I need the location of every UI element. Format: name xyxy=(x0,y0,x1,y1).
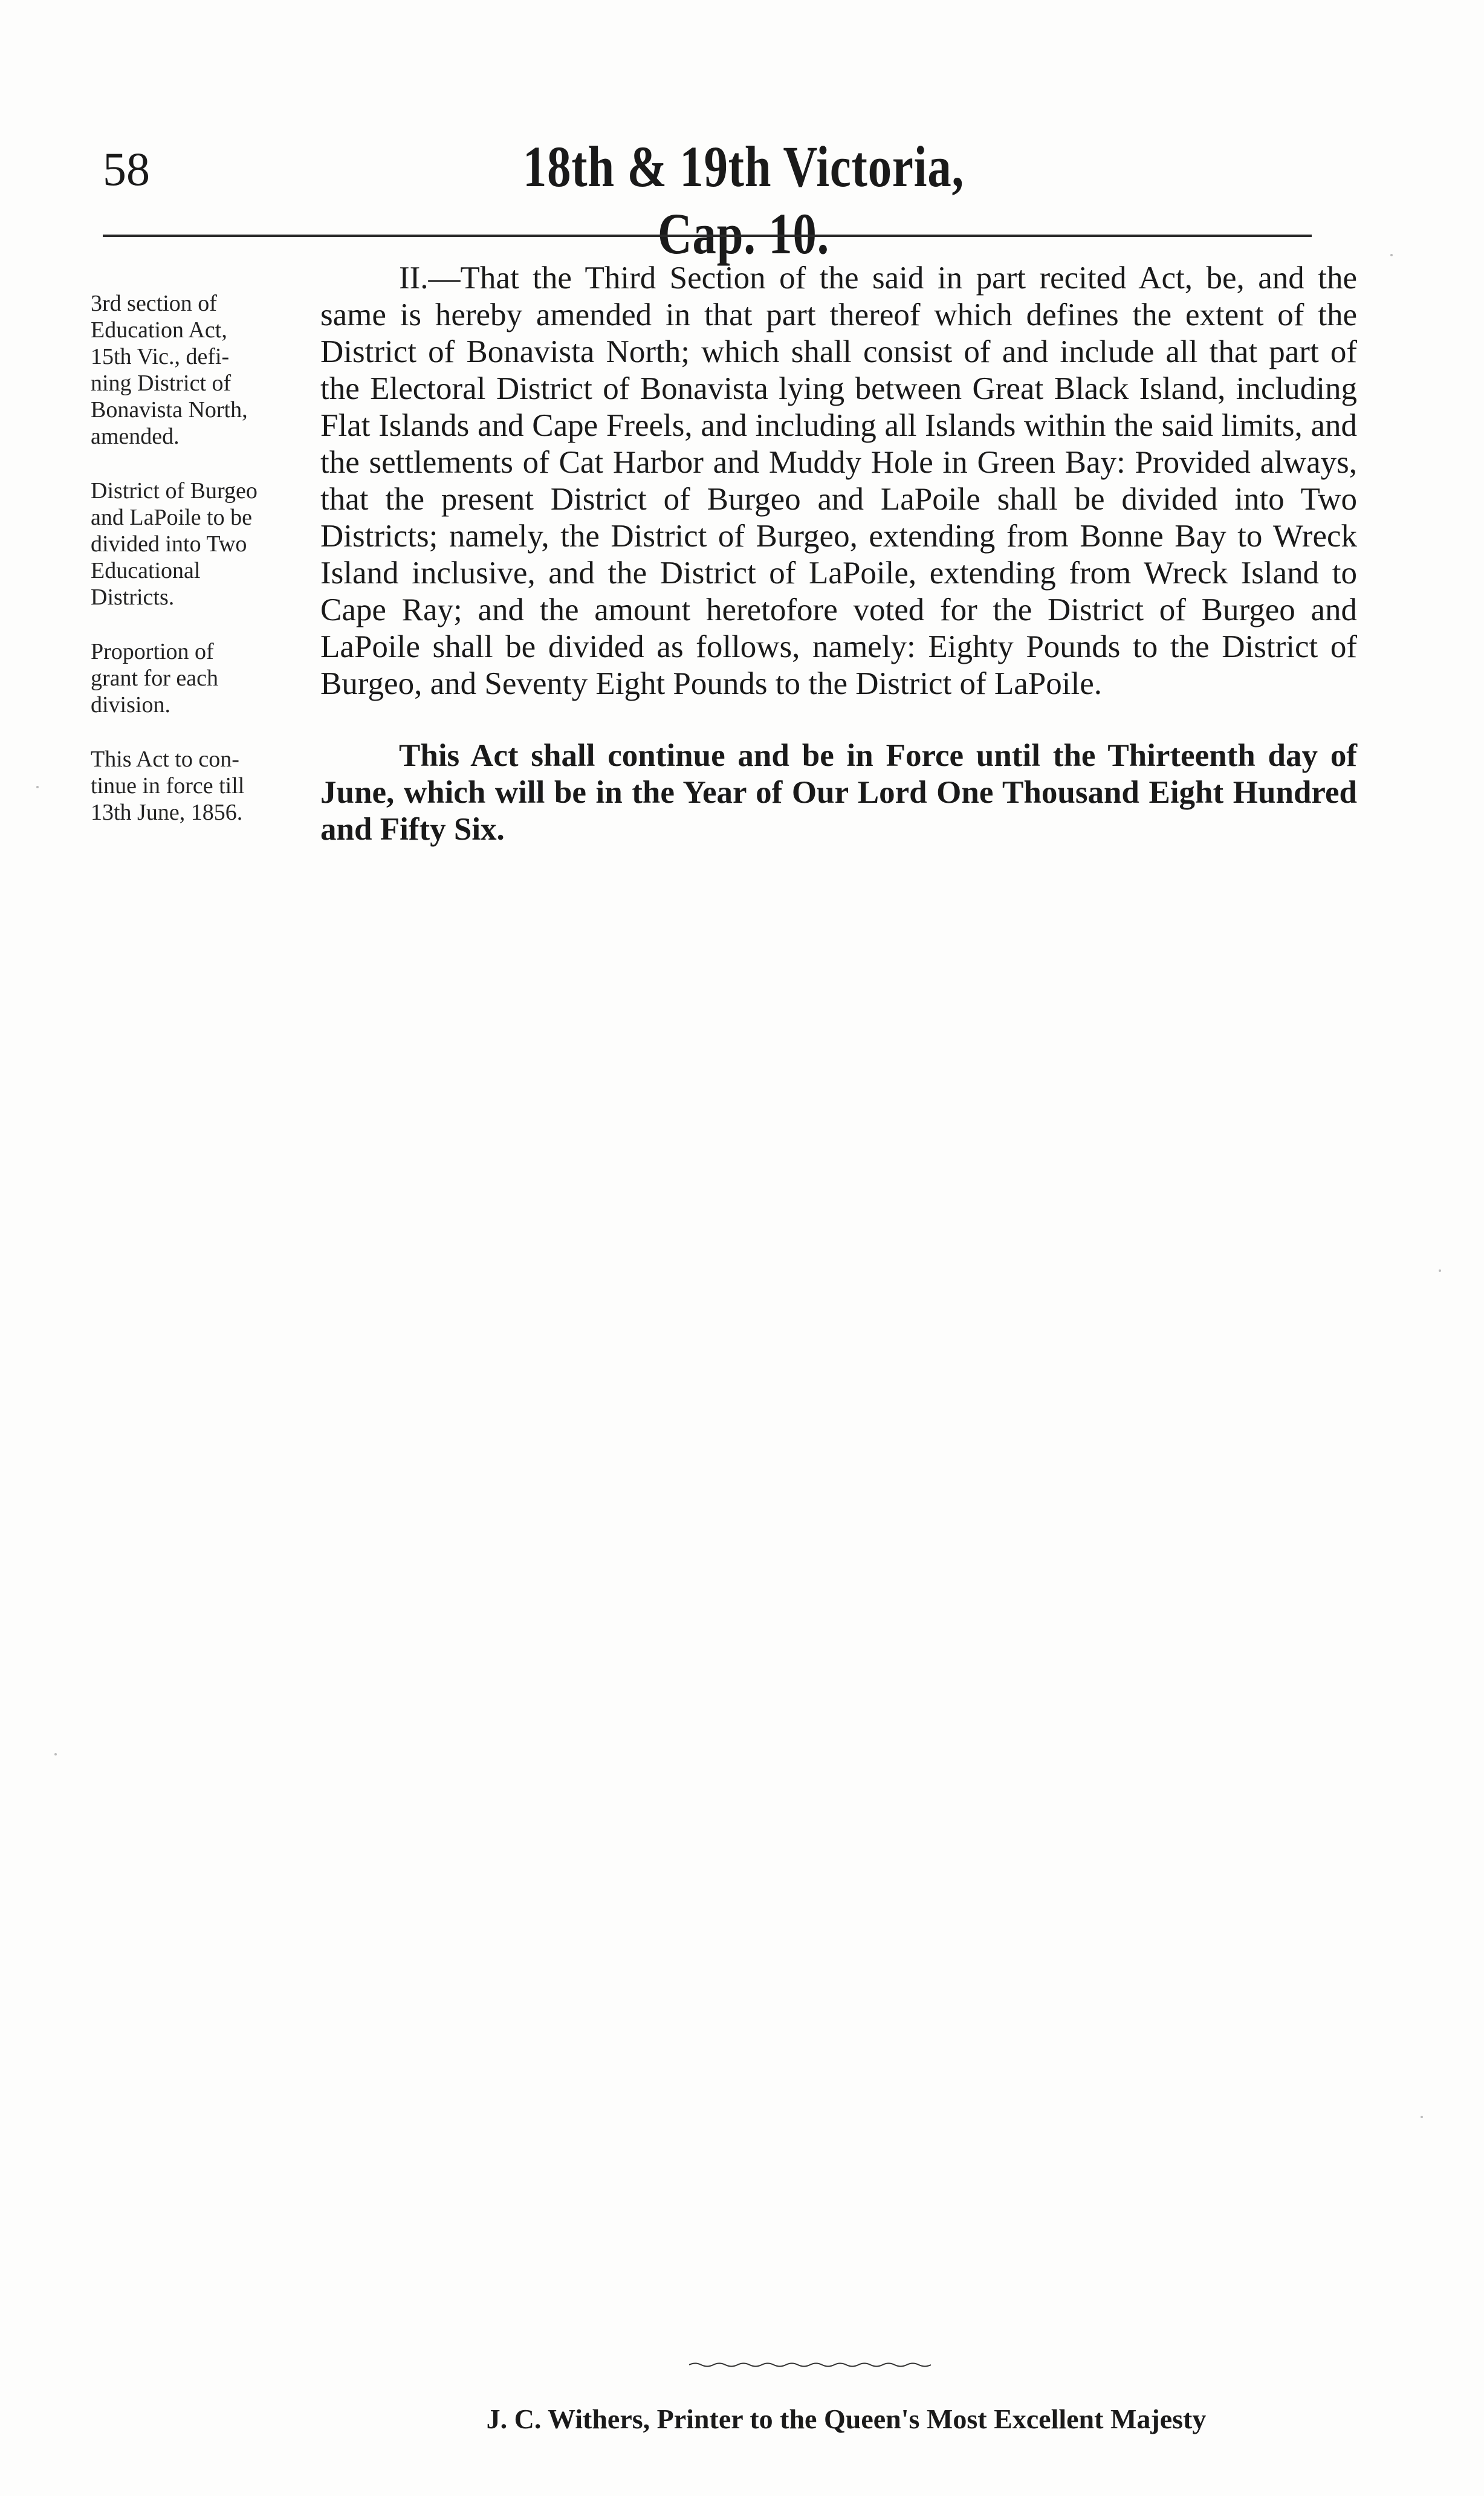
margin-note-grant-proportion: Proportion of grant for each division. xyxy=(91,639,218,718)
running-title: 18th & 19th Victoria, Cap. 10. xyxy=(522,134,965,266)
margin-note-duration: This Act to con- tinue in force till 13th June, 1856. xyxy=(91,747,245,825)
paper-speck xyxy=(1390,254,1393,256)
page-number: 58 xyxy=(103,143,150,195)
margin-note-burgeo-lapoile: District of Burgeo and LaPoile to be divided into Two Educational Districts. xyxy=(91,478,258,610)
margin-note-bonavista: 3rd section of Education Act, 15th Vic., defi- ning District of Bonavista North, amended. xyxy=(91,291,248,449)
margin-notes xyxy=(91,290,308,854)
page-header xyxy=(103,133,1312,266)
section-ii-paragraph: II.—That the Third Section of the said in part recited Act, be, and the same is hereby amended in that part thereof which defines the extent of the District of Bonavista North; which shall consist of and include all that part of the Electoral District of Bonavista lying between Great Black Island, including Flat Islands and Cape Freels, and including all Islands within the said limits, and the settlements of Cat Harbor and Muddy Hole in Green Bay: Provided always, that the present District of Burgeo and LaPoile shall be divided into Two Districts; namely, the District of Burgeo, extending from Bonne Bay to Wreck Island inclusive, and the District of LaPoile, extending from Wreck Island to Cape Ray; and the amount heretofore voted for the District of Burgeo and LaPoile shall be divided as follows, namely: Eighty Pounds to the District of Burgeo, and Seventy Eight Pounds to the District of LaPoile. xyxy=(320,261,1357,701)
printer-imprint: J. C. Withers, Printer to the Queen's Most Excellent Majesty xyxy=(486,2404,1207,2434)
paper-speck xyxy=(1439,1269,1441,1272)
duration-paragraph: This Act shall continue and be in Force until the Thirteenth day of June, which will be in the Year of Our Lord One Thousand Eight Hundred and Fifty Six. xyxy=(320,738,1357,847)
header-rule xyxy=(103,235,1312,237)
footer-ornament-rule xyxy=(689,2361,931,2369)
body-text xyxy=(320,260,1357,883)
paper-speck xyxy=(54,1753,57,1755)
paper-speck xyxy=(1421,2116,1423,2118)
paper-speck xyxy=(36,786,39,788)
